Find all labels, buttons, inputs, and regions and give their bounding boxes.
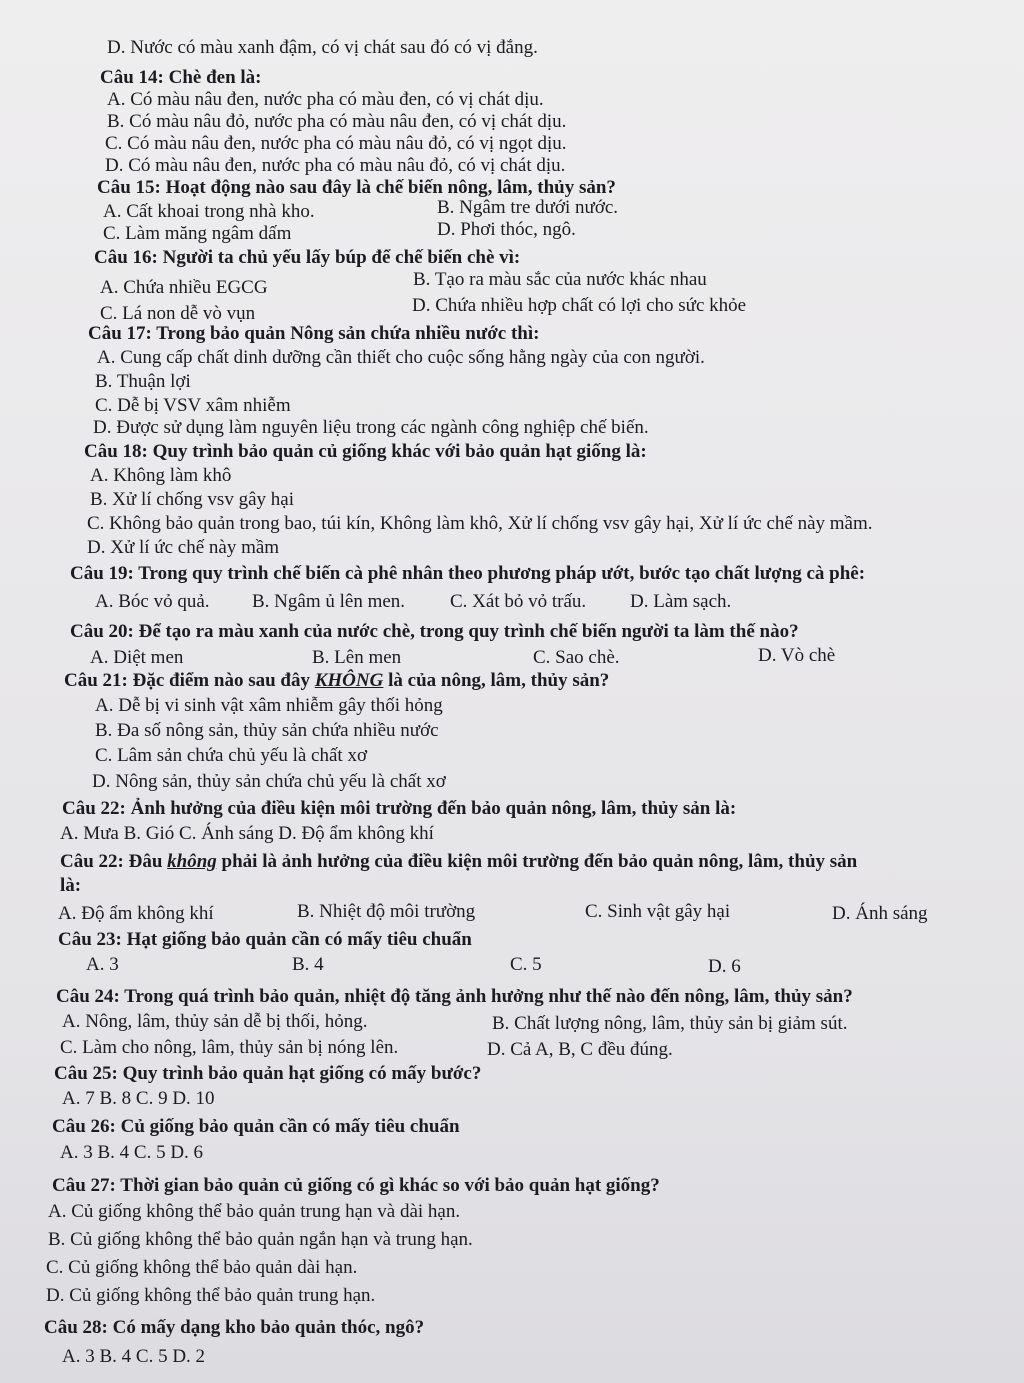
q23-option-b: B. 4 bbox=[292, 954, 324, 975]
q16-option-b: B. Tạo ra màu sắc của nước khác nhau bbox=[413, 269, 707, 290]
q17-option-d: D. Được sử dụng làm nguyên liệu trong các ngành công nghiệp chế biến. bbox=[93, 417, 649, 438]
q17-title: Câu 17: Trong bảo quản Nông sản chứa nhiều nước thì: bbox=[88, 323, 540, 344]
q24-option-d: D. Cả A, B, C đều đúng. bbox=[487, 1039, 673, 1060]
q22b-option-c: C. Sinh vật gây hại bbox=[585, 901, 731, 922]
q19-option-c: C. Xát bỏ vỏ trấu. bbox=[450, 591, 587, 612]
q15-title: Câu 15: Hoạt động nào sau đây là chế biến nông, lâm, thủy sản? bbox=[97, 177, 616, 198]
q23-title: Câu 23: Hạt giống bảo quản cần có mấy tiêu chuẩn bbox=[58, 929, 472, 950]
q22a-title: Câu 22: Ảnh hưởng của điều kiện môi trường đến bảo quản nông, lâm, thủy sản là: bbox=[62, 798, 737, 819]
q27-option-a: A. Củ giống không thể bảo quản trung hạn và dài hạn. bbox=[48, 1201, 461, 1222]
q17-option-b: B. Thuận lợi bbox=[95, 371, 191, 392]
q16-option-d: D. Chứa nhiều hợp chất có lợi cho sức khỏe bbox=[412, 295, 747, 316]
q24-option-c: C. Làm cho nông, lâm, thủy sản bị nóng lên. bbox=[60, 1037, 399, 1058]
q23-option-c: C. 5 bbox=[510, 954, 542, 975]
q20-option-c: C. Sao chè. bbox=[533, 647, 620, 668]
q24-option-a: A. Nông, lâm, thủy sản dễ bị thối, hỏng. bbox=[62, 1011, 368, 1032]
q20-option-a: A. Diệt men bbox=[90, 647, 184, 668]
q20-title: Câu 20: Để tạo ra màu xanh của nước chè, trong quy trình chế biến người ta làm thế nào? bbox=[70, 621, 799, 642]
q18-option-a: A. Không làm khô bbox=[90, 465, 232, 486]
q16-option-a: A. Chứa nhiều EGCG bbox=[100, 277, 268, 298]
q25-title: Câu 25: Quy trình bảo quản hạt giống có mấy bước? bbox=[54, 1063, 482, 1084]
q15-option-c: C. Làm măng ngâm dấm bbox=[103, 223, 292, 244]
q22b-title-emphasis: không bbox=[167, 851, 217, 872]
q25-options: A. 7 B. 8 C. 9 D. 10 bbox=[62, 1088, 215, 1109]
q16-title: Câu 16: Người ta chủ yếu lấy búp để chế biến chè vì: bbox=[94, 247, 521, 268]
q26-title: Câu 26: Củ giống bảo quản cần có mấy tiêu chuẩn bbox=[52, 1116, 460, 1137]
q19-option-b: B. Ngâm ủ lên men. bbox=[252, 591, 406, 612]
q23-option-d: D. 6 bbox=[708, 956, 741, 977]
q18-option-b: B. Xử lí chống vsv gây hại bbox=[90, 489, 294, 510]
q15-option-a: A. Cất khoai trong nhà kho. bbox=[103, 201, 315, 222]
q22b-option-b: B. Nhiệt độ môi trường bbox=[297, 901, 476, 922]
q26-options: A. 3 B. 4 C. 5 D. 6 bbox=[60, 1142, 204, 1163]
q21-option-b: B. Đa số nông sản, thủy sản chứa nhiều nước bbox=[95, 720, 439, 741]
q27-option-b: B. Củ giống không thể bảo quản ngắn hạn và trung hạn. bbox=[48, 1229, 473, 1250]
q17-option-c: C. Dễ bị VSV xâm nhiễm bbox=[95, 395, 291, 416]
q28-title: Câu 28: Có mấy dạng kho bảo quản thóc, ngô? bbox=[44, 1317, 425, 1338]
q22b-option-d: D. Ánh sáng bbox=[832, 903, 928, 924]
q14-option-c: C. Có màu nâu đen, nước pha có màu nâu đỏ, có vị ngọt dịu. bbox=[105, 133, 567, 154]
q14-option-a: A. Có màu nâu đen, nước pha có màu đen, có vị chát dịu. bbox=[107, 89, 544, 110]
q19-title: Câu 19: Trong quy trình chế biến cà phê nhân theo phương pháp ướt, bước tạo chất lượng cà phê: bbox=[70, 563, 866, 584]
q17-option-a: A. Cung cấp chất dinh dưỡng cần thiết cho cuộc sống hằng ngày của con người. bbox=[97, 347, 705, 368]
q21-option-c: C. Lâm sản chứa chủ yếu là chất xơ bbox=[95, 745, 368, 766]
q18-title: Câu 18: Quy trình bảo quản củ giống khác với bảo quản hạt giống là: bbox=[84, 441, 647, 462]
q27-option-d: D. Củ giống không thể bảo quản trung hạn. bbox=[46, 1285, 376, 1306]
q21-option-a: A. Dễ bị vi sinh vật xâm nhiễm gây thối hỏng bbox=[95, 695, 443, 716]
q13-option-d: D. Nước có màu xanh đậm, có vị chát sau đó có vị đắng. bbox=[107, 37, 538, 58]
q16-option-c: C. Lá non dễ vò vụn bbox=[100, 303, 256, 324]
q23-option-a: A. 3 bbox=[86, 954, 119, 975]
q22a-options: A. Mưa B. Gió C. Ánh sáng D. Độ ẩm không khí bbox=[60, 823, 434, 844]
q21-option-d: D. Nông sản, thủy sản chứa chủ yếu là chất xơ bbox=[92, 771, 446, 792]
q22b-title: Câu 22: Đâu không phải là ảnh hưởng của điều kiện môi trường đến bảo quản nông, lâm, thủy sản bbox=[60, 851, 858, 872]
q18-option-c: C. Không bảo quản trong bao, túi kín, Không làm khô, Xử lí chống vsv gây hại, Xử lí ức chế này mầm. bbox=[87, 513, 873, 534]
q22b-title-line2: là: bbox=[60, 875, 82, 896]
q15-option-b: B. Ngâm tre dưới nước. bbox=[437, 197, 619, 218]
q19-option-a: A. Bóc vỏ quả. bbox=[95, 591, 210, 612]
q14-option-b: B. Có màu nâu đỏ, nước pha có màu nâu đen, có vị chát dịu. bbox=[107, 111, 567, 132]
q20-option-d: D. Vò chè bbox=[758, 645, 836, 666]
q27-option-c: C. Củ giống không thể bảo quản dài hạn. bbox=[46, 1257, 358, 1278]
q14-option-d: D. Có màu nâu đen, nước pha có màu nâu đỏ, có vị chát dịu. bbox=[105, 155, 566, 176]
q21-title-emphasis: KHÔNG bbox=[314, 670, 384, 691]
q19-option-d: D. Làm sạch. bbox=[630, 591, 732, 612]
q21-title: Câu 21: Đặc điểm nào sau đây KHÔNG là của nông, lâm, thủy sản? bbox=[64, 670, 610, 691]
q15-option-d: D. Phơi thóc, ngô. bbox=[437, 219, 576, 240]
q14-title: Câu 14: Chè đen là: bbox=[100, 67, 262, 88]
q24-title: Câu 24: Trong quá trình bảo quản, nhiệt độ tăng ảnh hưởng như thế nào đến nông, lâm, thủy sản? bbox=[56, 986, 853, 1007]
q18-option-d: D. Xử lí ức chế này mầm bbox=[87, 537, 280, 558]
q22b-option-a: A. Độ ẩm không khí bbox=[58, 903, 214, 924]
q20-option-b: B. Lên men bbox=[312, 647, 402, 668]
q27-title: Câu 27: Thời gian bảo quản củ giống có gì khác so với bảo quản hạt giống? bbox=[52, 1175, 660, 1196]
q28-options: A. 3 B. 4 C. 5 D. 2 bbox=[62, 1346, 206, 1367]
q24-option-b: B. Chất lượng nông, lâm, thủy sản bị giảm sút. bbox=[492, 1013, 848, 1034]
